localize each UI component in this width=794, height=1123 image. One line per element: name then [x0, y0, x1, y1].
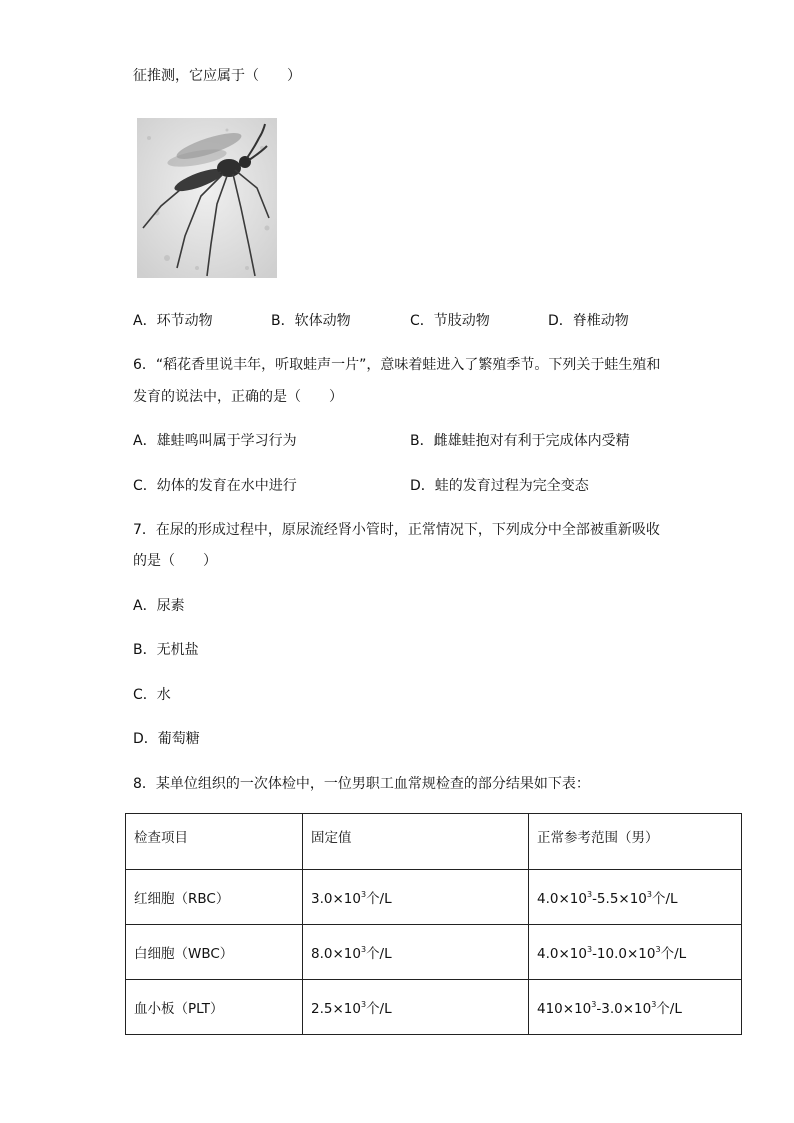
q7-option-b: B．无机盐: [133, 642, 199, 658]
header-item: 检查项目: [126, 814, 303, 870]
q7-option-a: A．尿素: [133, 598, 185, 614]
blood-test-table: [125, 813, 742, 1035]
q6-option-b: B．雌雄蛙抱对有利于完成体内受精: [410, 433, 630, 449]
table-header-row: [126, 814, 742, 870]
q5-option-a: A．环节动物: [133, 313, 213, 329]
q8-stem: 8．某单位组织的一次体检中，一位男职工血常规检查的部分结果如下表：: [133, 776, 590, 792]
table-row: [126, 925, 742, 980]
q6-option-a: A．雄蛙鸣叫属于学习行为: [133, 433, 297, 449]
q6-stem-line1: 6．“稻花香里说丰年，听取蛙声一片”，意味着蛙进入了繁殖季节。下列关于蛙生殖和: [133, 357, 661, 373]
q5-option-c: C．节肢动物: [410, 313, 490, 329]
table-row: [126, 870, 742, 925]
row-range: $410\times 10^3-3.0\times 10^3$个/L: [529, 980, 742, 1035]
fossil-insect-image: [137, 118, 277, 278]
q6-option-c: C．幼体的发育在水中进行: [133, 478, 297, 494]
q7-stem-line1: 7．在尿的形成过程中，原尿流经肾小管时，正常情况下，下列成分中全部被重新吸收: [133, 522, 660, 538]
header-value: 固定值: [303, 814, 529, 870]
row-item: 血小板（PLT）: [126, 980, 303, 1035]
header-range: 正常参考范围（男）: [529, 814, 742, 870]
row-value: $2.5\times 10^3$个/L: [303, 980, 529, 1035]
q7-stem-line2: 的是（ ）: [133, 553, 217, 569]
row-item: 红细胞（RBC）: [126, 870, 303, 925]
fossil-insect-in-amber-icon: [137, 118, 277, 278]
row-range: $4.0\times 10^3-5.5\times 10^3$个/L: [529, 870, 742, 925]
q7-option-d: D．葡萄糖: [133, 731, 200, 747]
table-row: [126, 980, 742, 1035]
row-range: $4.0\times 10^3-10.0\times 10^3$个/L: [529, 925, 742, 980]
q5-option-d: D．脊椎动物: [548, 313, 629, 329]
q6-stem-line2: 发育的说法中，正确的是（ ）: [133, 389, 343, 405]
q5-stem-tail: 征推测，它应属于（ ）: [133, 68, 301, 84]
row-item: 白细胞（WBC）: [126, 925, 303, 980]
q6-option-d: D．蛙的发育过程为完全变态: [410, 478, 589, 494]
row-value: $3.0\times 10^3$个/L: [303, 870, 529, 925]
row-value: $8.0\times 10^3$个/L: [303, 925, 529, 980]
q5-option-b: B．软体动物: [271, 313, 351, 329]
q7-option-c: C．水: [133, 687, 171, 703]
